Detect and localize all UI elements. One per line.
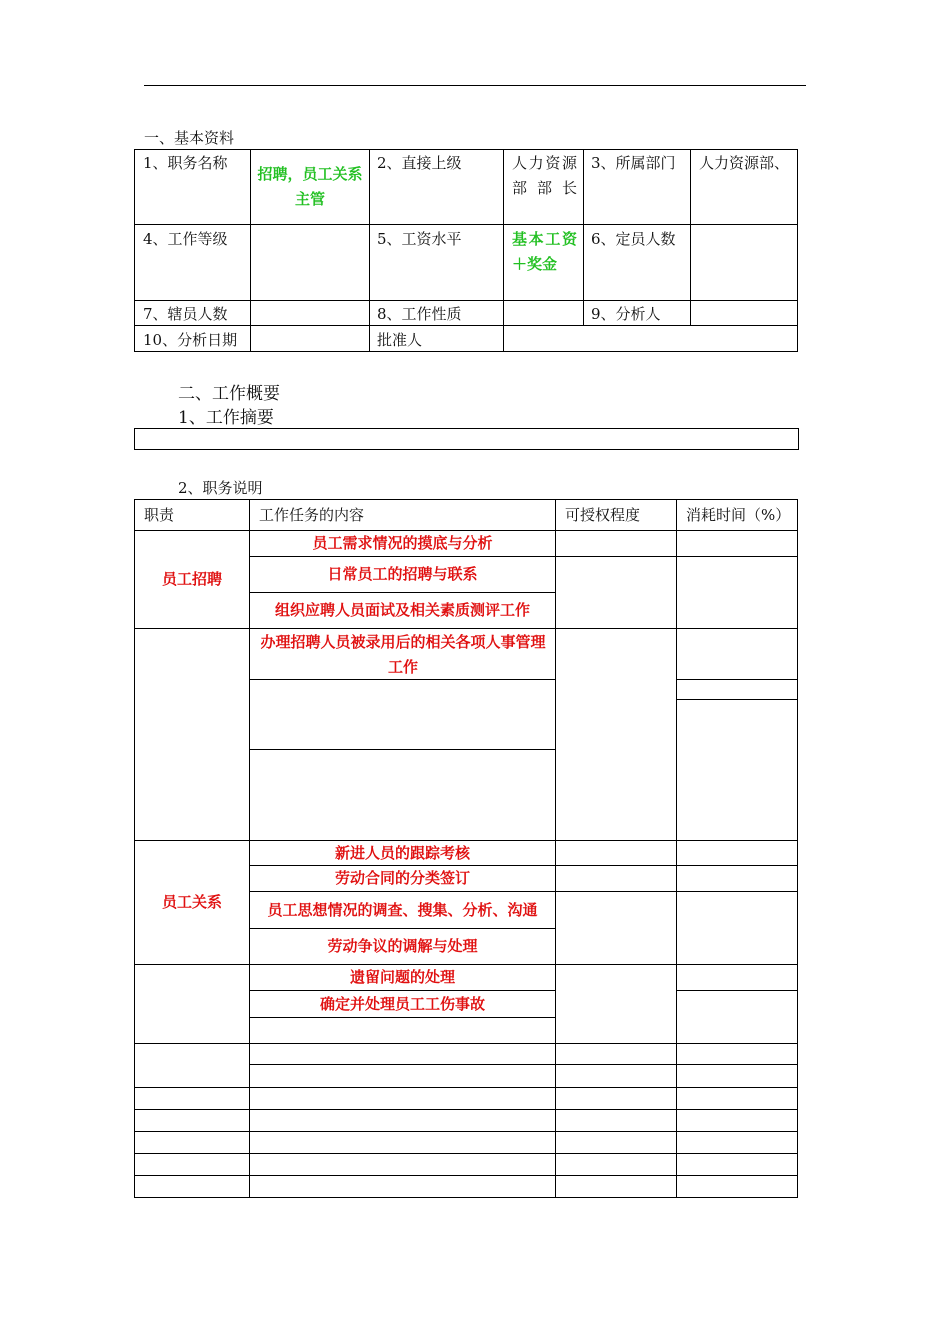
job-title-value: 招聘，员工关系主管 bbox=[257, 165, 363, 208]
supervisor-label: 2、直接上级 bbox=[377, 154, 462, 172]
nature-label: 8、工作性质 bbox=[377, 305, 462, 323]
nature-value bbox=[506, 300, 583, 304]
task-item: 员工需求情况的摸底与分析 bbox=[312, 534, 493, 552]
headcount-value bbox=[693, 225, 797, 229]
approver-value bbox=[506, 326, 796, 330]
task-item: 员工思想情况的调查、搜集、分析、沟通 bbox=[267, 900, 538, 919]
date-label: 10、分析日期 bbox=[143, 331, 238, 349]
task-item: 日常员工的招聘与联系 bbox=[327, 565, 478, 583]
salary-label: 5、工资水平 bbox=[377, 230, 462, 248]
headcount-label: 6、定员人数 bbox=[591, 230, 676, 248]
analyst-label: 9、分析人 bbox=[591, 305, 661, 323]
task-item: 遗留问题的处理 bbox=[349, 968, 455, 986]
duties-title: 2、职务说明 bbox=[178, 479, 263, 497]
header-time: 消耗时间（%） bbox=[686, 506, 791, 524]
salary-value: 基本工资＋奖金 bbox=[512, 230, 577, 273]
date-value bbox=[251, 326, 369, 330]
task-item: 组织应聘人员面试及相关素质测评工作 bbox=[274, 601, 530, 619]
subordinates-value bbox=[251, 300, 369, 304]
department-value: 人力资源部、 bbox=[699, 154, 790, 172]
header-authority: 可授权程度 bbox=[565, 506, 641, 524]
group-label-relations: 员工关系 bbox=[161, 893, 222, 911]
task-item: 确定并处理员工工伤事故 bbox=[319, 994, 485, 1013]
summary-title: 1、工作摘要 bbox=[178, 408, 274, 428]
grade-label: 4、工作等级 bbox=[143, 230, 228, 248]
group-label-recruit: 员工招聘 bbox=[161, 570, 222, 588]
task-item: 劳动争议的调解与处理 bbox=[327, 937, 478, 955]
section-overview-title: 二、工作概要 bbox=[178, 384, 280, 404]
grade-value bbox=[251, 225, 369, 229]
header-duty: 职责 bbox=[144, 506, 175, 524]
summary-box bbox=[134, 428, 799, 450]
header-rule bbox=[144, 85, 806, 86]
supervisor-value: 人力资源部部长 bbox=[512, 154, 577, 197]
analyst-value bbox=[693, 300, 797, 304]
task-item: 劳动合同的分类签订 bbox=[334, 869, 470, 887]
subordinates-label: 7、辖员人数 bbox=[143, 305, 228, 323]
job-title-label: 1、职务名称 bbox=[143, 154, 228, 172]
department-label: 3、所属部门 bbox=[591, 154, 676, 172]
header-content: 工作任务的内容 bbox=[259, 506, 365, 524]
task-item: 办理招聘人员被录用后的相关各项人事管理工作 bbox=[260, 633, 546, 676]
section-basic-info-title: 一、基本资料 bbox=[144, 129, 235, 147]
approver-label: 批准人 bbox=[377, 331, 423, 349]
task-item: 新进人员的跟踪考核 bbox=[334, 843, 470, 862]
